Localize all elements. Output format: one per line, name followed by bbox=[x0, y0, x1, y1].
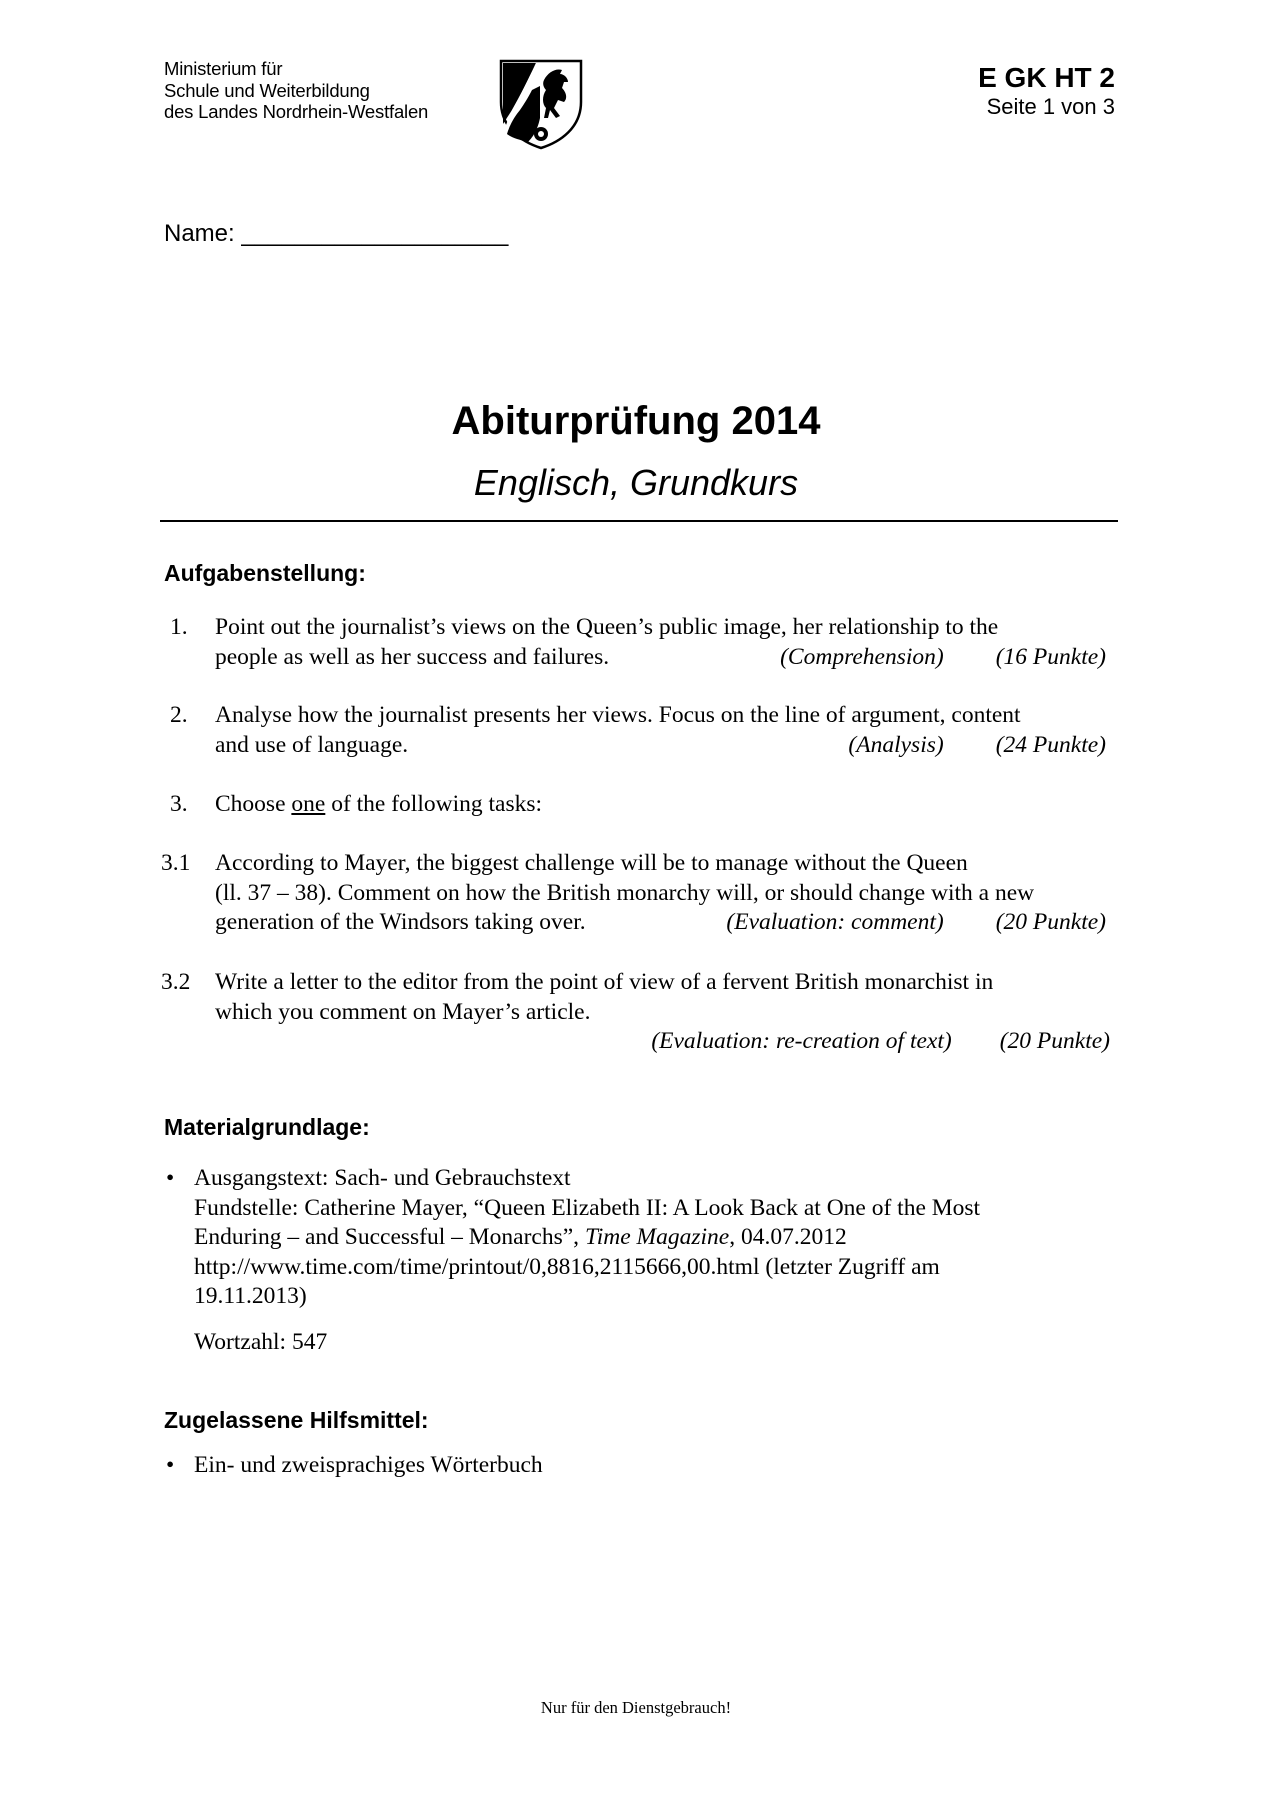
task-item bbox=[161, 968, 1110, 1057]
material-text: , 04.07.2012 bbox=[729, 1224, 847, 1250]
document-id bbox=[978, 62, 1115, 120]
material-source-title: Time Magazine bbox=[584, 1224, 730, 1250]
task-text: Choose bbox=[215, 791, 292, 817]
task-text: Analyse how the journalist presents her views. Focus on the line of argument, content bbox=[215, 702, 1021, 728]
task-category: (Evaluation: comment) bbox=[726, 909, 944, 935]
task-number: 3.2 bbox=[161, 969, 191, 995]
word-count: Wortzahl: 547 bbox=[194, 1328, 328, 1355]
nrw-coat-of-arms-icon bbox=[498, 58, 584, 150]
bullet-icon: • bbox=[166, 1452, 175, 1478]
task-number: 2. bbox=[170, 702, 188, 728]
material-text: 19.11.2013) bbox=[194, 1283, 307, 1309]
task-item bbox=[164, 790, 1106, 820]
ministry-line: Ministerium für bbox=[164, 58, 283, 79]
list-item bbox=[164, 1164, 1104, 1357]
task-text-underlined: one bbox=[291, 791, 326, 817]
section-heading-aids: Zugelassene Hilfsmittel: bbox=[164, 1407, 429, 1433]
task-points: (16 Punkte) bbox=[995, 643, 1106, 670]
task-text: generation of the Windsors taking over. bbox=[215, 909, 586, 935]
name-field[interactable]: Name: ____________________ bbox=[164, 220, 509, 247]
task-item bbox=[164, 613, 1106, 672]
task-text: (ll. 37 – 38). Comment on how the British monarchy will, or should change with a new bbox=[215, 879, 1035, 906]
title-divider bbox=[160, 520, 1118, 522]
aid-text: Ein- und zweisprachiges Wörterbuch bbox=[194, 1452, 543, 1478]
task-item bbox=[164, 701, 1106, 760]
task-text: Point out the journalist’s views on the Queen’s public image, her relationship to the bbox=[215, 614, 999, 640]
page-indicator: Seite 1 von 3 bbox=[986, 94, 1115, 119]
task-text: According to Mayer, the biggest challenge will be to manage without the Queen bbox=[215, 850, 968, 876]
footer-note: Nur für den Dienstgebrauch! bbox=[540, 1698, 732, 1717]
document-code: E GK HT 2 bbox=[978, 62, 1115, 93]
page-title: Abiturprüfung 2014 bbox=[451, 399, 821, 443]
task-number: 3. bbox=[170, 791, 188, 817]
task-text: and use of language. bbox=[215, 731, 409, 758]
ministry-name bbox=[164, 58, 428, 123]
material-text: Enduring – and Successful – Monarchs”, bbox=[194, 1224, 585, 1250]
material-text: Ausgangstext: Sach- und Gebrauchstext bbox=[194, 1165, 571, 1191]
list-item bbox=[164, 1451, 1104, 1481]
ministry-line: des Landes Nordrhein-Westfalen bbox=[164, 101, 429, 122]
task-number: 1. bbox=[170, 614, 188, 640]
task-text: Write a letter to the editor from the point of view of a fervent British monarchist in bbox=[215, 969, 994, 995]
task-item bbox=[161, 849, 1106, 938]
section-heading-material: Materialgrundlage: bbox=[164, 1114, 370, 1140]
task-text: of the following tasks: bbox=[325, 791, 543, 817]
bullet-icon: • bbox=[166, 1165, 175, 1191]
section-heading-tasks: Aufgabenstellung: bbox=[164, 560, 366, 586]
task-points: (24 Punkte) bbox=[995, 731, 1106, 758]
material-text: Fundstelle: Catherine Mayer, “Queen Elizabeth II: A Look Back at One of the Most bbox=[194, 1194, 981, 1221]
task-category: (Analysis) bbox=[848, 731, 944, 758]
task-points: (20 Punkte) bbox=[995, 909, 1106, 935]
task-category: (Evaluation: re-creation of text) bbox=[651, 1028, 952, 1054]
task-number: 3.1 bbox=[161, 850, 191, 876]
task-text: people as well as her success and failures. bbox=[215, 643, 610, 670]
page-subtitle: Englisch, Grundkurs bbox=[473, 462, 799, 503]
material-url: http://www.time.com/time/printout/0,8816,2115666,00.html (letzter Zugriff am bbox=[194, 1253, 940, 1280]
task-text: which you comment on Mayer’s article. bbox=[215, 998, 591, 1025]
task-points: (20 Punkte) bbox=[999, 1028, 1110, 1054]
task-category: (Comprehension) bbox=[780, 643, 944, 670]
ministry-line: Schule und Weiterbildung bbox=[164, 79, 370, 101]
